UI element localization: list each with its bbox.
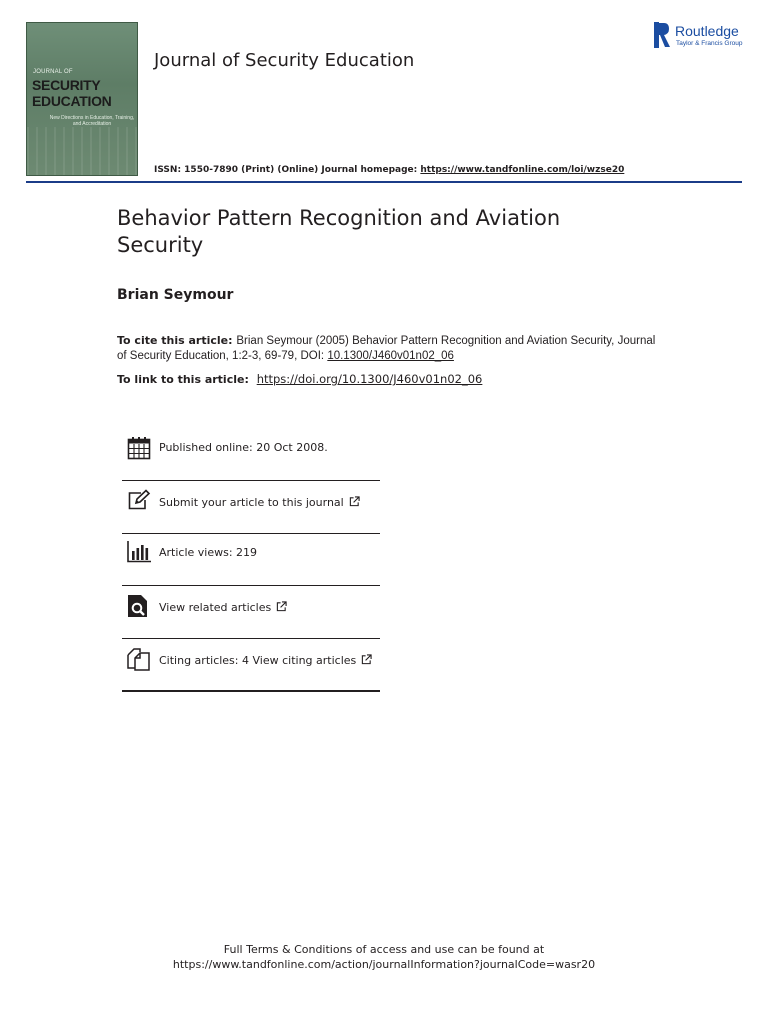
article-link-line <box>117 372 482 386</box>
calendar-icon <box>127 436 151 460</box>
cover-pattern <box>27 127 138 176</box>
publisher-name: Routledge <box>675 23 739 39</box>
search-document-icon <box>127 594 151 618</box>
header-divider <box>26 181 742 183</box>
publisher-tagline: Taylor & Francis Group <box>676 40 743 47</box>
publisher-logo[interactable] <box>654 22 746 50</box>
published-online-text: Published online: 20 Oct 2008. <box>159 441 328 454</box>
cover-security: SECURITY <box>32 77 101 93</box>
citing-articles-icon <box>127 647 151 671</box>
citing-articles-link[interactable]: Citing articles: 4 View citing articles <box>159 654 372 667</box>
cite-label: To cite this article: <box>117 334 237 347</box>
journal-homepage-link[interactable]: https://www.tandfonline.com/loi/wzse20 <box>420 165 625 175</box>
article-title: Behavior Pattern Recognition and Aviation Security <box>117 206 561 257</box>
edit-icon <box>127 489 151 513</box>
info-divider-bottom <box>122 690 380 692</box>
cover-journal-of: JOURNAL OF <box>33 69 73 75</box>
bar-chart-icon <box>127 540 151 564</box>
cover-subtitle: New Directions in Education, Training, and Accreditation <box>49 115 135 127</box>
cite-text: Brian Seymour (2005) Behavior Pattern Recognition and Aviation Security, Journal of Security Education, 1:2-3, 69-79, DOI: <box>117 335 656 362</box>
related-articles-link[interactable]: View related articles <box>159 601 287 614</box>
article-author[interactable]: Brian Seymour <box>117 287 234 303</box>
external-link-icon <box>361 654 372 665</box>
info-divider <box>122 585 380 586</box>
article-doi-link[interactable]: https://doi.org/10.1300/J460v01n02_06 <box>256 372 483 386</box>
journal-cover-image <box>26 22 138 176</box>
citation-block <box>117 333 657 364</box>
issn-text: ISSN: 1550-7890 (Print) (Online) Journal homepage: <box>154 165 421 175</box>
link-label: To link to this article: <box>117 373 253 386</box>
info-divider <box>122 480 380 481</box>
issn-line <box>154 165 624 175</box>
external-link-icon <box>276 601 287 612</box>
info-divider <box>122 533 380 534</box>
journal-title[interactable]: Journal of Security Education <box>154 50 415 71</box>
footer-line-1: Full Terms & Conditions of access and use can be found at <box>223 943 545 956</box>
submit-article-link[interactable]: Submit your article to this journal <box>159 496 360 509</box>
article-views-text: Article views: 219 <box>159 546 258 559</box>
routledge-logo-icon <box>654 22 670 48</box>
info-divider <box>122 638 380 639</box>
external-link-icon <box>349 496 360 507</box>
cover-education: EDUCATION <box>32 93 112 109</box>
cite-doi-link[interactable]: 10.1300/J460v01n02_06 <box>327 350 454 362</box>
terms-link[interactable]: https://www.tandfonline.com/action/journalInformation?journalCode=wasr20 <box>172 958 596 971</box>
terms-footer <box>0 942 768 972</box>
